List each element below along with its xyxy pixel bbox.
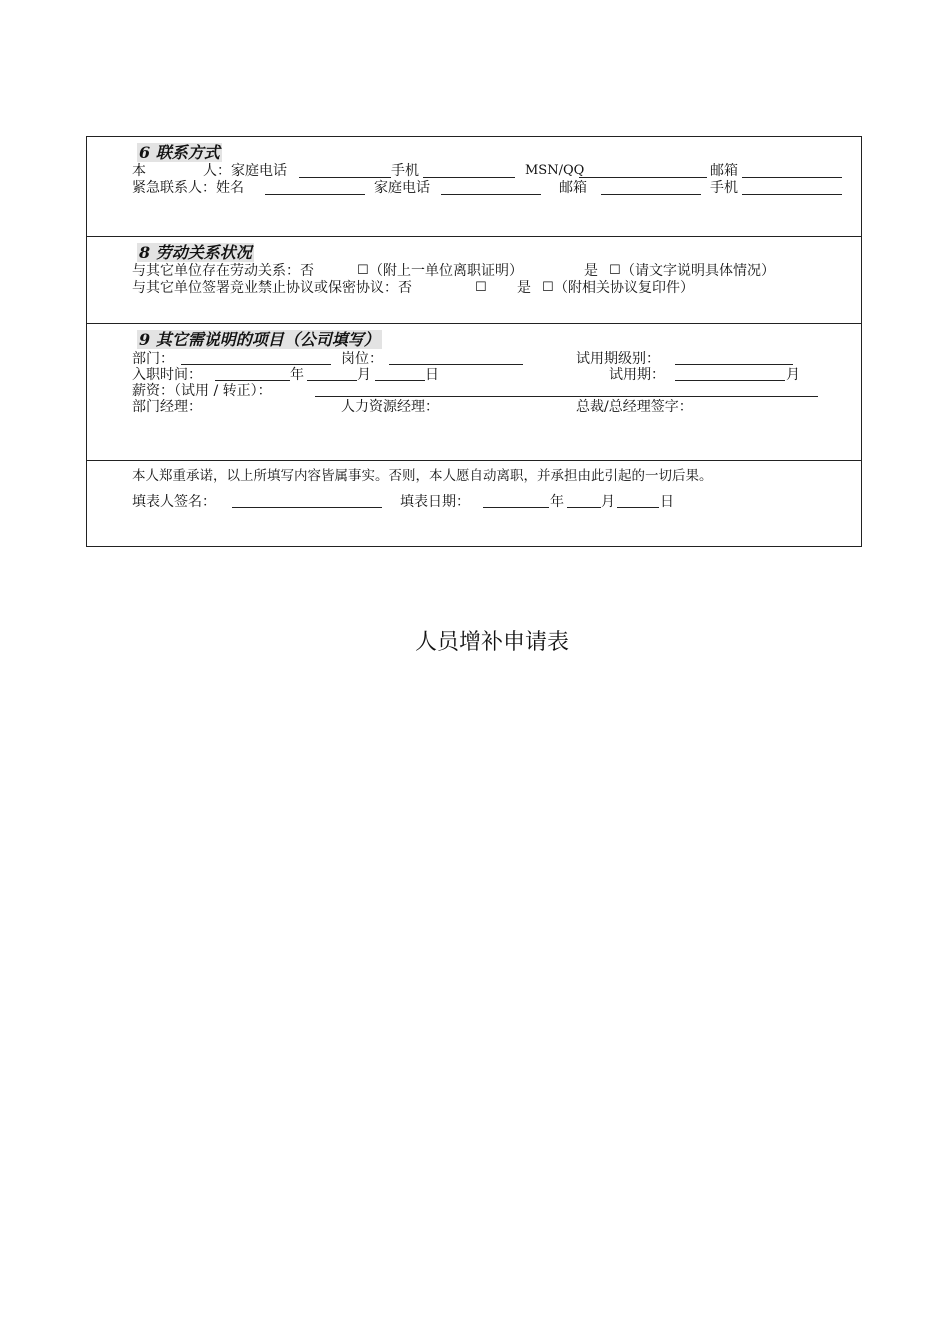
emergency-home-phone-field[interactable] <box>441 182 541 195</box>
join-date-label: 入职时间： <box>132 367 202 383</box>
trial-level-label: 试用期级别： <box>576 351 660 367</box>
emergency-email-field[interactable] <box>601 182 701 195</box>
ceo-signature-label: 总裁/总经理签字： <box>576 399 693 415</box>
yes-labor-relation-checkbox[interactable]: ☐ <box>609 263 621 278</box>
trial-period-field[interactable] <box>675 368 785 381</box>
position-label: 岗位： <box>341 351 383 367</box>
page-title: 人员增补申请表 <box>414 630 569 655</box>
self-mobile-label: 手机 <box>391 163 419 179</box>
trial-period-month-label: 月 <box>786 367 800 383</box>
emergency-contact-name-field[interactable] <box>265 182 365 195</box>
fill-day-label: 日 <box>660 494 674 510</box>
join-year-field[interactable] <box>215 368 290 381</box>
company-fill-heading: 9 其它需说明的项目（公司填写） <box>139 330 380 349</box>
self-home-phone-field[interactable] <box>299 165 391 178</box>
department-field[interactable] <box>181 352 331 365</box>
trial-period-label: 试用期： <box>609 367 665 383</box>
emergency-mobile-label: 手机 <box>710 180 738 196</box>
resignation-proof-note: （附上一单位离职证明） <box>369 263 523 279</box>
non-compete-label: 与其它单位签署竞业禁止协议或保密协议：否 <box>132 280 412 296</box>
hr-manager-label: 人力资源经理： <box>341 399 439 415</box>
self-email-field[interactable] <box>742 165 842 178</box>
join-day-label: 日 <box>425 367 439 383</box>
labor-relation-heading: 8 劳动关系状况 <box>139 243 252 262</box>
no-labor-relation-checkbox[interactable]: ☐ <box>357 263 369 278</box>
join-day-field[interactable] <box>375 368 425 381</box>
position-field[interactable] <box>389 352 523 365</box>
fill-day-field[interactable] <box>617 495 659 508</box>
fill-year-label: 年 <box>550 494 564 510</box>
self-label: 本 <box>132 163 146 179</box>
department-manager-label: 部门经理： <box>132 399 202 415</box>
trial-level-field[interactable] <box>675 352 793 365</box>
fill-month-field[interactable] <box>567 495 601 508</box>
salary-label: 薪资：（试用 / 转正）： <box>132 383 272 399</box>
yes-label-2: 是 <box>517 280 531 296</box>
signer-field[interactable] <box>232 495 382 508</box>
yes-non-compete-checkbox[interactable]: ☐ <box>542 280 554 295</box>
explain-situation-note: （请文字说明具体情况） <box>621 263 775 279</box>
emergency-email-label: 邮箱 <box>559 180 587 196</box>
emergency-home-phone-label: 家庭电话 <box>374 180 430 196</box>
department-label: 部门： <box>132 351 174 367</box>
fill-date-label: 填表日期： <box>400 494 470 510</box>
self-msn-label: MSN/QQ <box>525 163 585 178</box>
join-month-label: 月 <box>357 367 371 383</box>
signer-label: 填表人签名： <box>132 494 216 510</box>
join-month-field[interactable] <box>307 368 357 381</box>
fill-year-field[interactable] <box>483 495 549 508</box>
emergency-contact-name-label: 紧急联系人：姓名 <box>132 180 244 196</box>
fill-month-label: 月 <box>601 494 615 510</box>
pledge-statement: 本人郑重承诺，以上所填写内容皆属事实。否则，本人愿自动离职，并承担由此引起的一切后果。 <box>132 468 713 484</box>
self-msn-field[interactable] <box>579 165 707 178</box>
no-non-compete-checkbox[interactable]: ☐ <box>475 280 487 295</box>
yes-label: 是 <box>584 263 598 279</box>
emergency-mobile-field[interactable] <box>742 182 842 195</box>
self-mobile-field[interactable] <box>423 165 515 178</box>
existing-labor-relation-label: 与其它单位存在劳动关系：否 <box>132 263 314 279</box>
company-fill-section <box>87 324 861 461</box>
join-year-label: 年 <box>290 367 304 383</box>
contact-section-heading: 6 联系方式 <box>139 143 220 162</box>
agreement-copy-note: （附相关协议复印件） <box>554 280 694 296</box>
salary-field[interactable] <box>315 384 818 397</box>
employee-info-form-table <box>86 136 862 547</box>
contact-section <box>87 137 861 237</box>
self-home-phone-label: 人：家庭电话 <box>203 163 287 179</box>
self-email-label: 邮箱 <box>710 163 738 179</box>
labor-relation-section <box>87 237 861 324</box>
pledge-section <box>87 461 861 546</box>
